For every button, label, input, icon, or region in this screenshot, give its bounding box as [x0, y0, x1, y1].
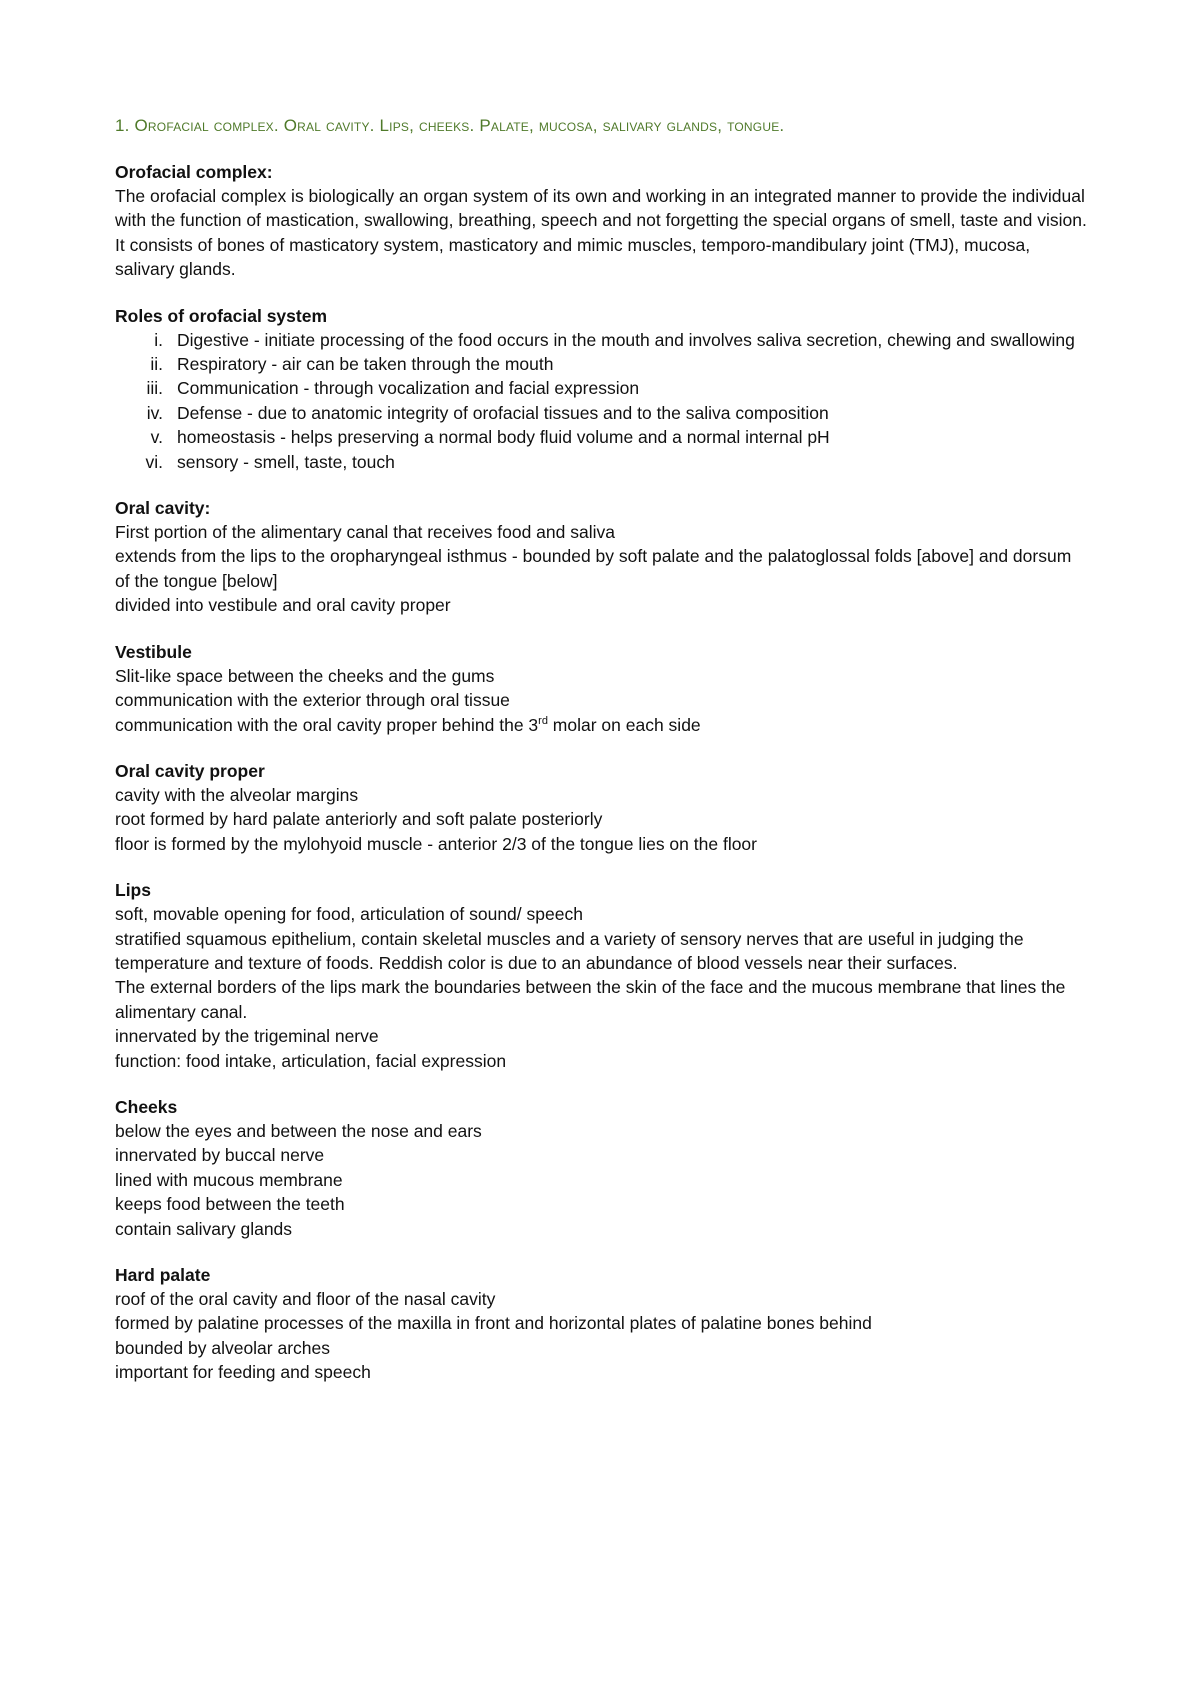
list-item-text: Digestive - initiate processing of the food occurs in the mouth and involves saliva secretion, chewing and swallowing [177, 329, 1075, 350]
section-lips [115, 878, 1090, 1073]
section-oral-cavity-proper [115, 759, 1090, 856]
text-line: formed by palatine processes of the maxilla in front and horizontal plates of palatine bones behind [115, 1313, 872, 1334]
list-item-text: Communication - through vocalization and facial expression [177, 378, 640, 399]
superscript: rd [538, 714, 548, 727]
text-line: root formed by hard palate anteriorly and soft palate posteriorly [115, 809, 603, 830]
text-line: roof of the oral cavity and floor of the nasal cavity [115, 1289, 496, 1309]
text-line: soft, movable opening for food, articulation of sound/ speech [115, 904, 583, 925]
section-heading: Oral cavity: [115, 498, 211, 519]
text-line: important for feeding and speech [115, 1362, 371, 1383]
text-line: lined with mucous membrane [115, 1169, 343, 1190]
list-item [115, 450, 1090, 474]
text-line-with-superscript [115, 713, 1090, 737]
list-item-number: vi. [145, 451, 163, 472]
section-heading: Hard palate [115, 1265, 211, 1285]
text-line: below the eyes and between the nose and ears [115, 1120, 482, 1141]
text-line: cavity with the alveolar margins [115, 784, 359, 805]
text-line: innervated by the trigeminal nerve [115, 1026, 379, 1047]
list-item-text: sensory - smell, taste, touch [177, 451, 395, 472]
text-line: bounded by alveolar arches [115, 1337, 331, 1358]
section-hard-palate [115, 1263, 1090, 1385]
section-roles [115, 304, 1090, 474]
text-line: divided into vestibule and oral cavity proper [115, 595, 451, 616]
text-line: Slit-like space between the cheeks and the gums [115, 665, 495, 686]
list-item [115, 328, 1090, 352]
roles-list [115, 328, 1090, 474]
section-heading: Lips [115, 880, 151, 901]
section-heading: Cheeks [115, 1096, 178, 1117]
section-paragraph: The orofacial complex is biologically an organ system of its own and working in an integrated manner to provide the individual with the function of mastication, swallowing, breathing, speech and not forgetting the special organs of smell, taste and vision. It consists of bones of masticatory system, masticatory and mimic muscles, temporo-mandibulary joint (TMJ), mucosa, salivary glands. [115, 186, 1087, 280]
list-item-number: iii. [146, 378, 163, 399]
text-fragment: molar on each side [547, 714, 701, 735]
text-line: function: food intake, articulation, facial expression [115, 1050, 507, 1071]
text-line: keeps food between the teeth [115, 1194, 345, 1215]
list-item [115, 425, 1090, 449]
section-vestibule [115, 640, 1090, 737]
list-item-text: homeostasis - helps preserving a normal body fluid volume and a normal internal pH [177, 427, 830, 448]
list-item [115, 401, 1090, 425]
text-line: communication with the exterior through oral tissue [115, 690, 510, 711]
list-item-number: v. [150, 427, 163, 448]
list-item-text: Respiratory - air can be taken through the mouth [177, 354, 554, 375]
text-fragment: communication with the oral cavity proper behind the 3 [115, 714, 539, 735]
list-item [115, 376, 1090, 400]
section-cheeks [115, 1095, 1090, 1241]
text-line: floor is formed by the mylohyoid muscle - anterior 2/3 of the tongue lies on the floor [115, 833, 757, 854]
text-line: The external borders of the lips mark the boundaries between the skin of the face and the mucous membrane that lines the alimentary canal. [115, 977, 1066, 1022]
text-line: First portion of the alimentary canal that receives food and saliva [115, 522, 615, 543]
list-item-number: ii. [150, 354, 163, 375]
text-line: contain salivary glands [115, 1218, 293, 1239]
text-line: stratified squamous epithelium, contain skeletal muscles and a variety of sensory nerves that are useful in judging the temperature and texture of foods. Reddish color is due to an abundance of blood vessels near their surfaces. [115, 928, 1024, 973]
section-heading: Oral cavity proper [115, 760, 265, 781]
section-heading: Roles of orofacial system [115, 305, 328, 326]
section-orofacial-complex [115, 160, 1090, 282]
text-line: extends from the lips to the oropharyngeal isthmus - bounded by soft palate and the palatoglossal folds [above] and dorsum of the tongue [below] [115, 546, 1072, 591]
text-line: innervated by buccal nerve [115, 1145, 325, 1166]
document-title: 1. Orofacial complex. Oral cavity. Lips, cheeks. Palate, mucosa, salivary glands, tongue. [115, 116, 785, 135]
section-heading: Orofacial complex: [115, 162, 273, 182]
section-heading: Vestibule [115, 641, 192, 662]
section-oral-cavity [115, 496, 1090, 618]
list-item-text: Defense - due to anatomic integrity of orofacial tissues and to the saliva composition [177, 402, 829, 423]
list-item-number: iv. [146, 402, 163, 423]
list-item-number: i. [154, 329, 163, 350]
list-item [115, 352, 1090, 376]
